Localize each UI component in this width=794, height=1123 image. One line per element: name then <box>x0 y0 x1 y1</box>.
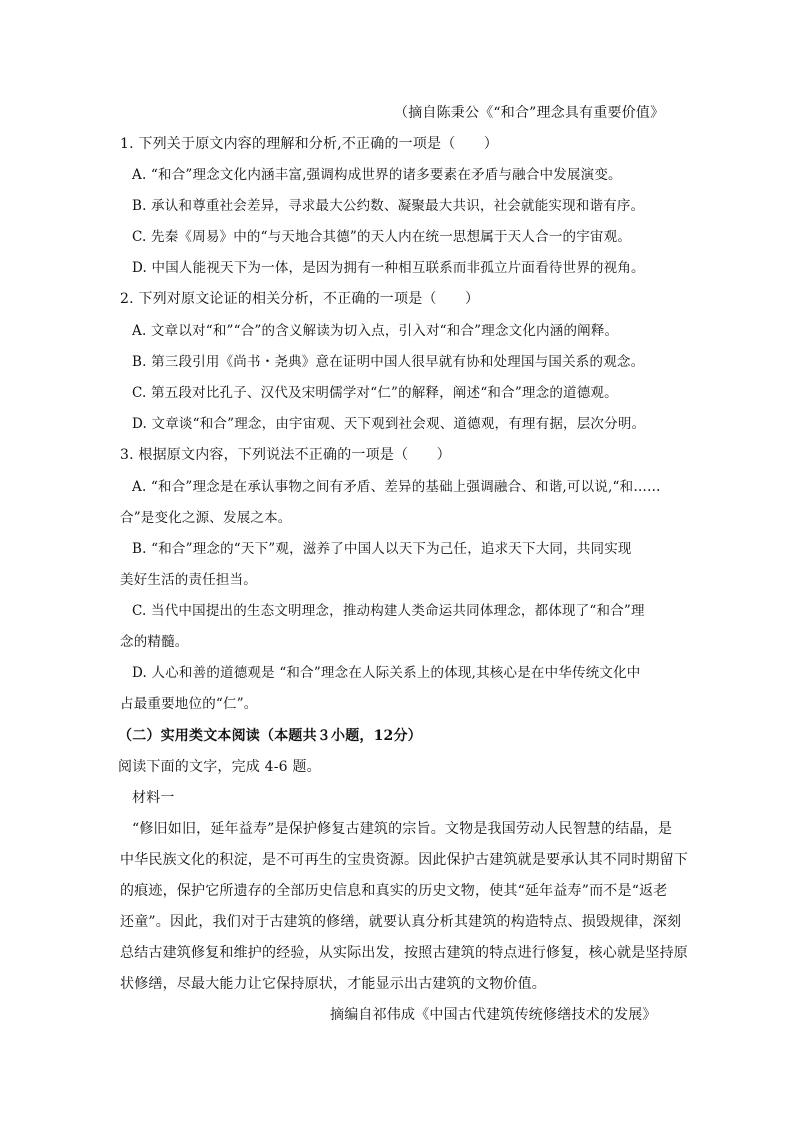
question-1-option-b: B. 承认和尊重社会差异，寻求最大公约数、凝聚最大共识，社会就能实现和谐有序。 <box>132 198 645 214</box>
question-3-option-b-line2: 美好生活的责任担当。 <box>120 572 257 588</box>
material-paragraph-line: 中华民族文化的积淀，是不可再生的宝贵资源。因此保护古建筑就是要承认其不同时期留下 <box>120 852 688 868</box>
question-3-option-a-line1: A. “和合”理念是在承认事物之间有矛盾、差异的基础上强调融合、和谐,可以说,“和…… <box>132 479 661 495</box>
question-2-option-d: D. 文章谈“和合”理念，由宇宙观、天下观到社会观、道德观，有理有据，层次分明。 <box>132 416 646 432</box>
material-paragraph-line: 总结古建筑修复和维护的经验，从实际出发，按照古建筑的特点进行修复，核心就是坚持原 <box>120 945 688 961</box>
question-2-option-c: C. 第五段对比孔子、汉代及宋明儒学对“仁”的解释，阐述“和合”理念的道德观。 <box>132 385 618 401</box>
question-2-stem: 2. 下列对原文论证的相关分析，不正确的一项是（ ） <box>120 291 480 307</box>
source-citation: （摘自陈秉公《“和合”理念具有重要价值》 <box>394 105 665 121</box>
question-3-option-b-line1: B. “和合”理念的“天下”观，滋养了中国人以天下为己任，追求天下大同，共同实现 <box>132 541 632 557</box>
section-instruction: 阅读下面的文字，完成 4-6 题。 <box>118 759 321 775</box>
question-1-option-d: D. 中国人能视天下为一体，是因为拥有一种相互联系而非孤立片面看待世界的视角。 <box>132 260 645 276</box>
question-2-option-a: A. 文章以对“和”“合”的含义解读为切入点，引入对“和合”理念文化内涵的阐释。 <box>132 323 619 339</box>
question-1-option-a: A. “和合”理念文化内涵丰富,强调构成世界的诸多要素在矛盾与融合中发展演变。 <box>132 167 622 183</box>
material-paragraph-line: 状修缮，尽最大能力让它保持原状，才能显示出古建筑的文物价值。 <box>120 976 546 992</box>
material-label: 材料一 <box>132 790 175 806</box>
question-3-option-d-line2: 占最重要地位的“仁”。 <box>120 696 258 712</box>
question-2-option-b: B. 第三段引用《尚书・尧典》意在证明中国人很早就有协和处理国与国关系的观念。 <box>132 354 645 370</box>
material-paragraph-line: 的痕迹，保护它所遗存的全部历史信息和真实的历史文物，使其“延年益寿”而不是“返老 <box>120 883 668 899</box>
question-1-option-c: C. 先秦《周易》中的“与天地合其德”的天人内在统一思想属于天人合一的宇宙观。 <box>132 229 632 245</box>
material-paragraph-line: “修旧如旧，延年益寿”是保护修复古建筑的宗旨。文物是我国劳动人民智慧的结晶，是 <box>132 821 673 837</box>
question-3-stem: 3. 根据原文内容，下列说法不正确的一项是（ ） <box>120 447 451 463</box>
section-heading: （二）实用类文本阅读（本题共３小题，12分） <box>118 728 422 744</box>
question-1-stem: 1. 下列关于原文内容的理解和分析,不正确的一项是（ ） <box>120 136 499 152</box>
material-paragraph-line: 还童”。因此，我们对于古建筑的修缮，就要认真分析其建筑的构造特点、损毁规律，深刻 <box>120 914 682 930</box>
question-3-option-c-line1: C. 当代中国提出的生态文明理念，推动构建人类命运共同体理念，都体现了“和合”理 <box>132 603 645 619</box>
question-3-option-d-line1: D. 人心和善的道德观是 “和合”理念在人际关系上的体现,其核心是在中华传统文化中 <box>132 665 641 681</box>
source-citation: 摘编自祁伟成《中国古代建筑传统修缮技术的发展》 <box>330 1007 657 1023</box>
question-3-option-a-line2: 合”是变化之源、发展之本。 <box>120 510 292 526</box>
question-3-option-c-line2: 念的精髓。 <box>120 634 189 650</box>
